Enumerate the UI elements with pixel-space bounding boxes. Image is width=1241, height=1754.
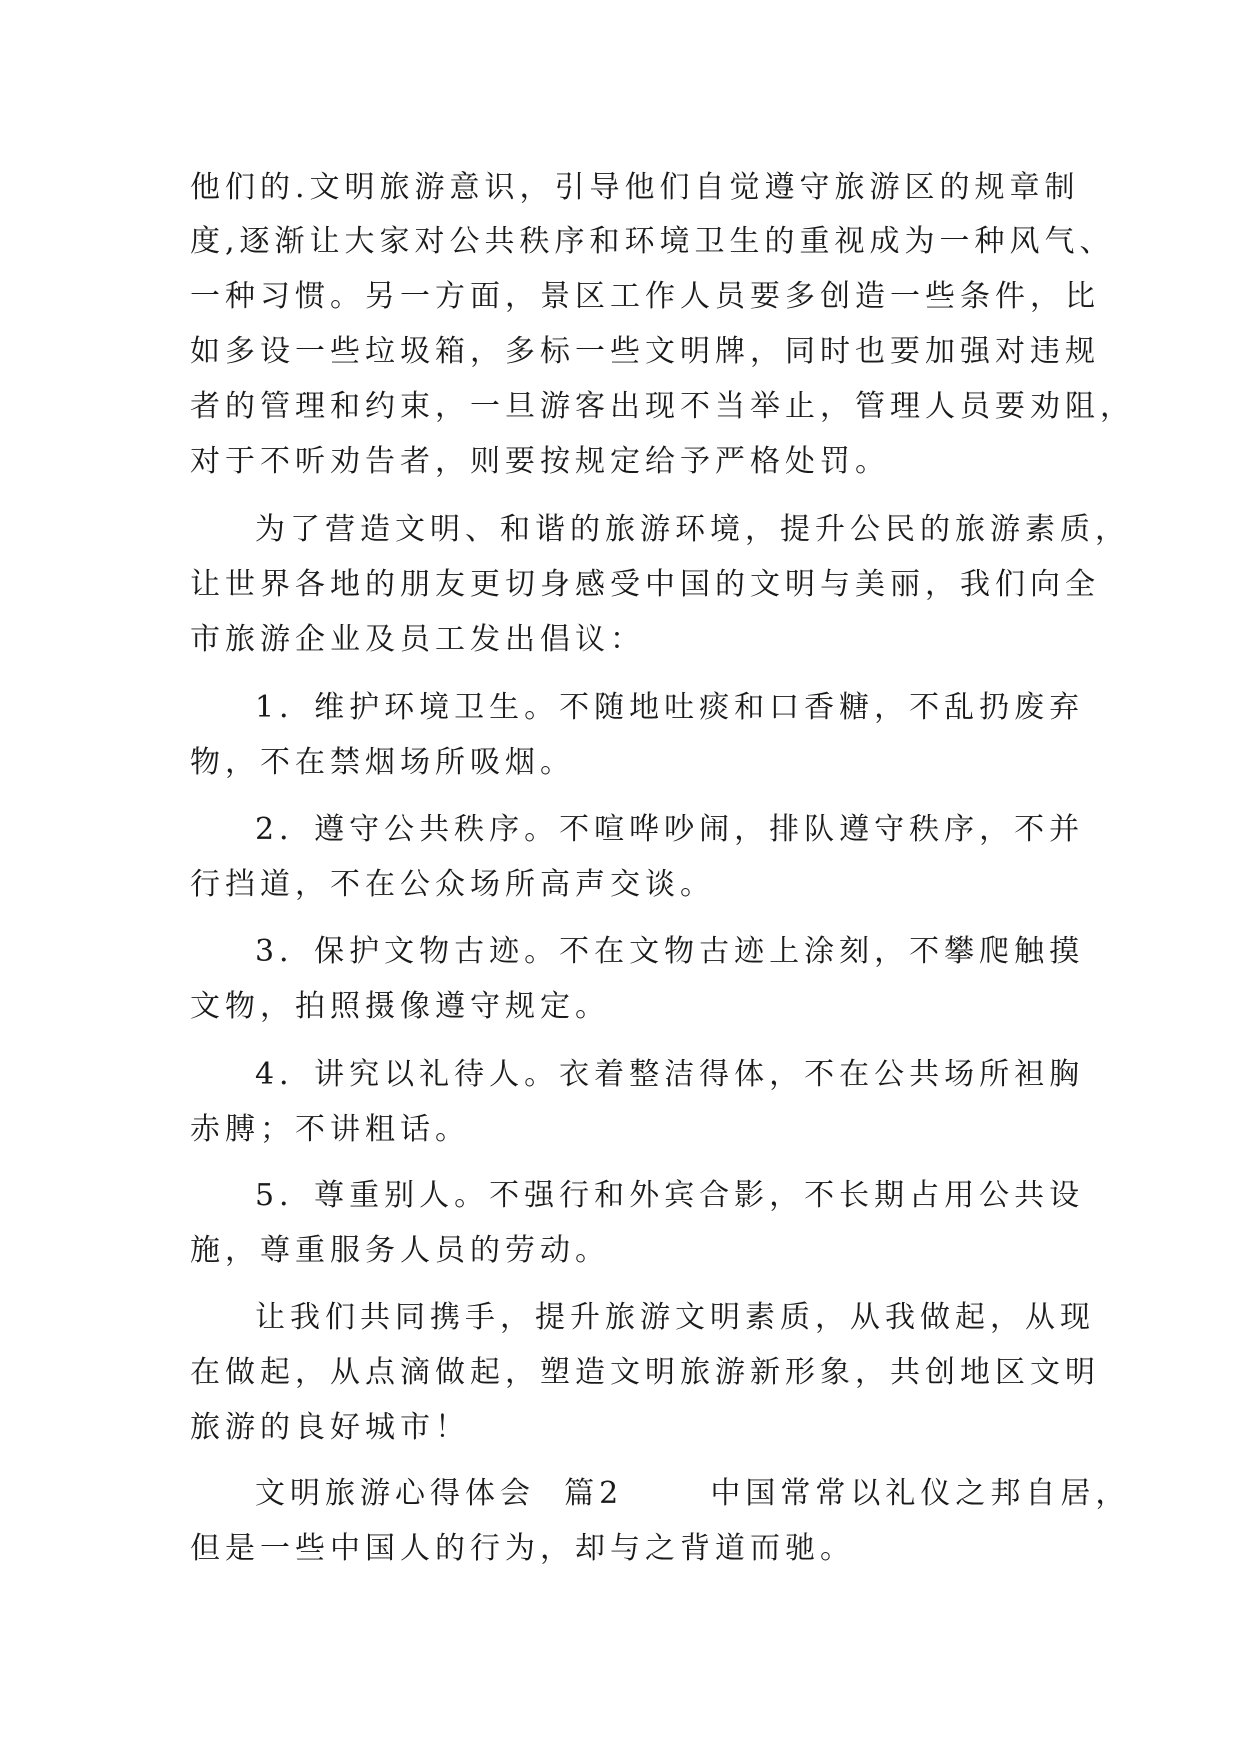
text-line: 一种习惯。另一方面，景区工作人员要多创造一些条件，比 xyxy=(190,279,1100,314)
text-line: 但是一些中国人的行为，却与之背道而驰。 xyxy=(190,1531,855,1566)
text-line: 旅游的良好城市！ xyxy=(190,1410,470,1445)
text-line: 文物，拍照摄像遵守规定。 xyxy=(190,989,610,1024)
paragraph-first-line: 让我们共同携手，提升旅游文明素质，从我做起，从现 xyxy=(255,1300,1095,1335)
text-line: 者的管理和约束，一旦游客出现不当举止，管理人员要劝阻， xyxy=(190,389,1135,424)
list-item-1: 1．维护环境卫生。不随地吐痰和口香糖，不乱扔废弃 xyxy=(255,690,1085,725)
text-line: 市旅游企业及员工发出倡议： xyxy=(190,622,645,657)
text-line: 度,逐渐让大家对公共秩序和环境卫生的重视成为一种风气、 xyxy=(190,224,1115,259)
list-item-5: 5．尊重别人。不强行和外宾合影，不长期占用公共设 xyxy=(255,1178,1085,1213)
text-line: 行挡道，不在公众场所高声交谈。 xyxy=(190,867,715,902)
text-line: 物，不在禁烟场所吸烟。 xyxy=(190,745,575,780)
text-line: 如多设一些垃圾箱，多标一些文明牌，同时也要加强对违规 xyxy=(190,334,1100,369)
text-line: 赤膊；不讲粗话。 xyxy=(190,1112,470,1147)
text-line: 让世界各地的朋友更切身感受中国的文明与美丽，我们向全 xyxy=(190,567,1100,602)
text-line: 他们的.文明旅游意识，引导他们自觉遵守旅游区的规章制 xyxy=(190,170,1080,205)
list-item-2: 2．遵守公共秩序。不喧哗吵闹，排队遵守秩序，不并 xyxy=(255,812,1085,847)
list-item-4: 4．讲究以礼待人。衣着整洁得体，不在公共场所袒胸 xyxy=(255,1057,1085,1092)
section-heading-line: 文明旅游心得体会 篇2 中国常常以礼仪之邦自居， xyxy=(255,1476,1131,1511)
paragraph-first-line: 为了营造文明、和谐的旅游环境，提升公民的旅游素质， xyxy=(255,512,1130,547)
text-line: 对于不听劝告者，则要按规定给予严格处罚。 xyxy=(190,444,890,479)
text-line: 施，尊重服务人员的劳动。 xyxy=(190,1233,610,1268)
text-line: 在做起，从点滴做起，塑造文明旅游新形象，共创地区文明 xyxy=(190,1355,1100,1390)
list-item-3: 3．保护文物古迹。不在文物古迹上涂刻，不攀爬触摸 xyxy=(255,934,1085,969)
